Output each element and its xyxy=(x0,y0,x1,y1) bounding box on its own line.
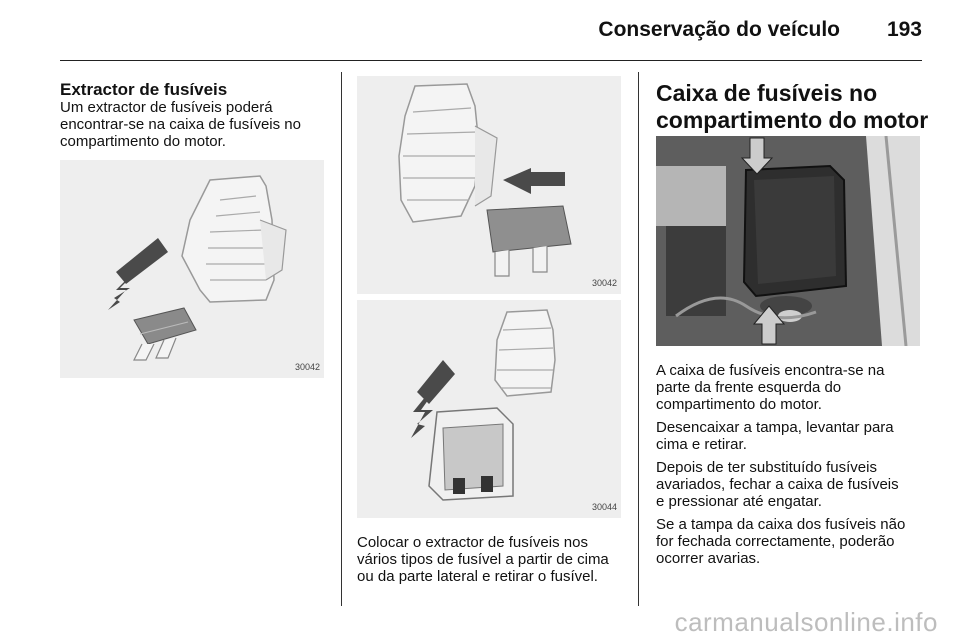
mini-fuse-icon xyxy=(134,308,196,344)
direction-arrow-icon xyxy=(503,168,565,194)
extractor-tool-icon xyxy=(399,84,479,222)
figure-code: 30042 xyxy=(294,362,320,372)
fuse-icon xyxy=(487,206,571,252)
figure-engine-fuse-box xyxy=(656,136,920,346)
running-header-title: Conservação do veículo xyxy=(598,18,840,41)
column-divider-left xyxy=(341,72,342,606)
figure-code-top: 30042 xyxy=(591,278,617,288)
figure-fuse-extractor-mini xyxy=(60,160,324,378)
column-1 xyxy=(60,80,332,156)
close-fuse-box-paragraph: Depois de ter substituído fusíveis avariados, fechar a caixa de fusíveis e pressionar até engatar. xyxy=(656,459,899,510)
warning-paragraph: Se a tampa da caixa dos fusíveis não for fechada correctamente, poderão ocorrer avarias. xyxy=(656,516,906,567)
section-heading-line-1: Caixa de fusíveis no xyxy=(656,80,878,106)
section-heading-fuse-extractor: Extractor de fusíveis xyxy=(60,80,228,99)
fuse-box-location-paragraph: A caixa de fusíveis encontra-se na parte da frente esquerda do compartimento do motor. xyxy=(656,362,885,413)
extractor-tool-icon xyxy=(495,310,555,396)
extractor-usage-paragraph: Colocar o extractor de fusíveis nos vários tipos de fusível a partir de cima ou da parte lateral e retirar o fusível. xyxy=(357,534,609,585)
footer-watermark[interactable]: carmanualsonline.info xyxy=(674,607,938,637)
figure-fuse-extractor-top xyxy=(357,300,621,518)
remove-cover-paragraph: Desencaixar a tampa, levantar para cima e retirar. xyxy=(656,419,894,453)
figure-code-bottom: 30044 xyxy=(591,502,617,512)
section-heading-line-2: compartimento do motor xyxy=(656,107,929,133)
page-number: 193 xyxy=(886,18,922,41)
column-3-heading xyxy=(656,80,936,134)
fuse-extractor-paragraph: Um extractor de fusíveis poderá encontrar-se na caixa de fusíveis no compartimento do motor. xyxy=(60,99,301,150)
column-3-text xyxy=(656,362,940,573)
column-2-text xyxy=(357,534,631,591)
figure-fuse-extractor-side xyxy=(357,76,621,294)
extractor-tool-icon xyxy=(182,176,274,302)
header-rule xyxy=(60,60,922,61)
column-divider-right xyxy=(638,72,639,606)
